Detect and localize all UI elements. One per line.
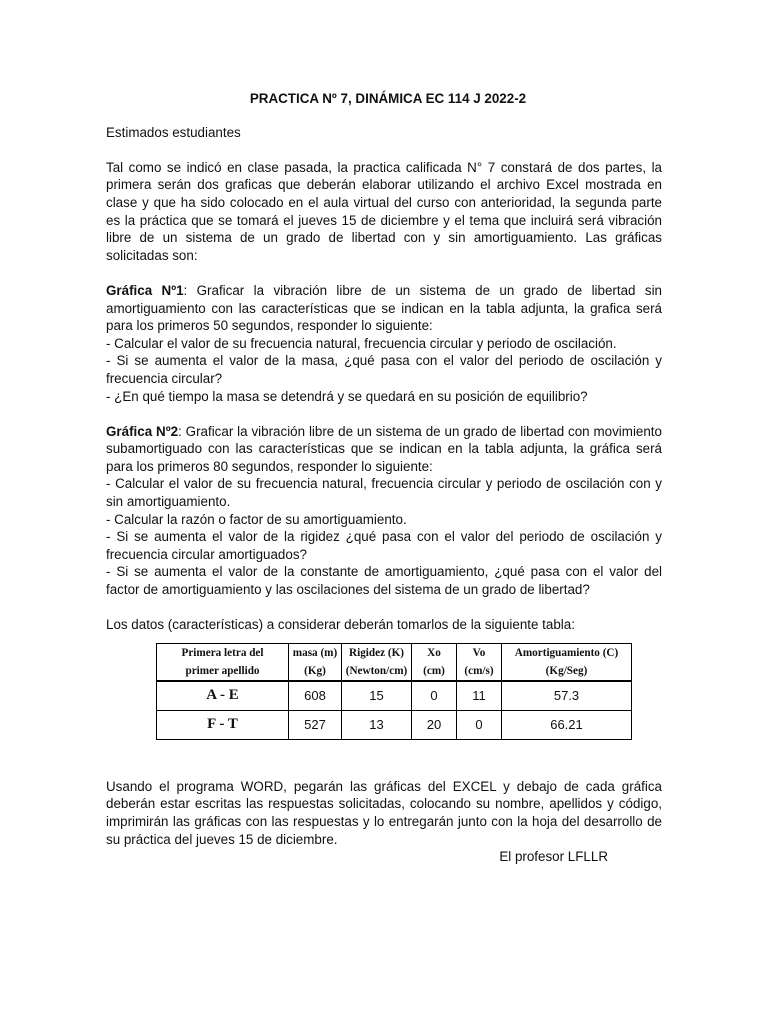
table-row — [157, 681, 632, 711]
mass-cell: 527 — [289, 710, 342, 739]
header-cell-xo — [412, 643, 457, 681]
header-line: Xo — [427, 646, 441, 659]
xo-cell: 20 — [412, 710, 457, 739]
header-line: Amortiguamiento (C) — [514, 646, 619, 659]
mass-cell: 608 — [289, 681, 342, 711]
header-line: Rigidez (K) — [349, 646, 404, 659]
table-row — [157, 710, 632, 739]
header-line: masa (m) — [292, 646, 338, 659]
grafica2-item: - Si se aumenta el valor de la rigidez ¿qué pasa con el valor del periodo de oscilación y frecuencia circular amortiguados? — [106, 529, 662, 562]
grafica1-section — [106, 282, 662, 405]
table-header-row — [157, 643, 632, 681]
header-cell-letter — [157, 643, 289, 681]
header-line: Primera letra del — [181, 646, 264, 659]
header-cell-damping — [502, 643, 632, 681]
damping-cell: 66.21 — [502, 710, 632, 739]
header-cell-vo — [457, 643, 502, 681]
grafica2-label: Gráfica Nº2 — [106, 423, 179, 439]
data-table — [156, 643, 632, 740]
row-label: F - T — [157, 710, 289, 739]
header-line: (cm) — [423, 664, 445, 677]
stiffness-cell: 13 — [342, 710, 412, 739]
grafica2-item: - Si se aumenta el valor de la constante de amortiguamiento, ¿qué pasa con el valor del factor de amortiguamiento y las oscilaciones del sistema de un grado de libertad? — [106, 564, 662, 598]
grafica1-item: - Calcular el valor de su frecuencia natural, frecuencia circular y periodo de oscilación. — [106, 335, 617, 351]
document-title: PRACTICA Nº 7, DINÁMICA EC 114 J 2022-2 — [249, 91, 527, 106]
grafica1-label: Gráfica Nº1 — [106, 282, 184, 298]
header-line: (cm/s) — [464, 664, 494, 677]
header-cell-mass — [289, 643, 342, 681]
xo-cell: 0 — [412, 681, 457, 711]
grafica1-item: - ¿En qué tiempo la masa se detendrá y se quedará en su posición de equilibrio? — [106, 388, 588, 404]
vo-cell: 0 — [457, 710, 502, 739]
document-page — [106, 90, 662, 866]
row-label: A - E — [157, 681, 289, 711]
grafica2-item: - Calcular el valor de su frecuencia natural, frecuencia circular y periodo de oscilación con y sin amortiguamiento. — [106, 476, 662, 510]
header-line: (Newton/cm) — [345, 664, 408, 677]
closing-paragraph: Usando el programa WORD, pegarán las gráficas del EXCEL y debajo de cada gráfica deberán estar escritas las respuestas solicitadas, colocando su nombre, apellidos y código, imprimirán las gráficas con las respuestas y lo entregarán junto con la hoja del desarrollo de su práctica del jueves 15 de diciembre. — [106, 778, 662, 847]
signature: El profesor LFLLR — [499, 849, 608, 865]
grafica1-text: : Graficar la vibración libre de un sistema de un grado de libertad sin amortiguamiento con las características que se indican en la tabla adjunta, la grafica será para los primeros 50 segundos, responder lo siguiente: — [106, 282, 662, 334]
grafica1-item: - Si se aumenta el valor de la masa, ¿qué pasa con el valor del periodo de oscilación y frecuencia circular? — [106, 353, 662, 386]
grafica2-section — [106, 423, 662, 599]
vo-cell: 11 — [457, 681, 502, 711]
greeting: Estimados estudiantes — [106, 124, 241, 140]
grafica2-item: - Calcular la razón o factor de su amortiguamiento. — [106, 511, 407, 527]
header-line: Vo — [472, 646, 486, 659]
table-intro: Los datos (características) a considerar deberán tomarlos de la siguiente tabla: — [106, 617, 575, 633]
header-cell-stiffness — [342, 643, 412, 681]
stiffness-cell: 15 — [342, 681, 412, 711]
damping-cell: 57.3 — [502, 681, 632, 711]
intro-paragraph: Tal como se indicó en clase pasada, la practica calificada N° 7 constará de dos partes, la primera serán dos graficas que deberán elaborar utilizando el archivo Excel mostrada en clase y que ha sido colocado en el aula virtual del curso con anterioridad, la segunda parte es la práctica que se tomará el jueves 15 de diciembre y el tema que incluirá será vibración libre de un sistema de un grado de libertad con y sin amortiguamiento. Las gráficas solicitadas son: — [106, 159, 662, 263]
header-line: (Kg/Seg) — [545, 664, 588, 677]
header-line: (Kg) — [304, 664, 326, 677]
header-line: primer apellido — [185, 664, 260, 677]
grafica2-text: : Graficar la vibración libre de un sistema de un grado de libertad con movimiento subamortiguado con las características que se indican en la tabla adjunta, la gráfica será para los primeros 80 segundos, responder lo siguiente: — [106, 423, 662, 474]
